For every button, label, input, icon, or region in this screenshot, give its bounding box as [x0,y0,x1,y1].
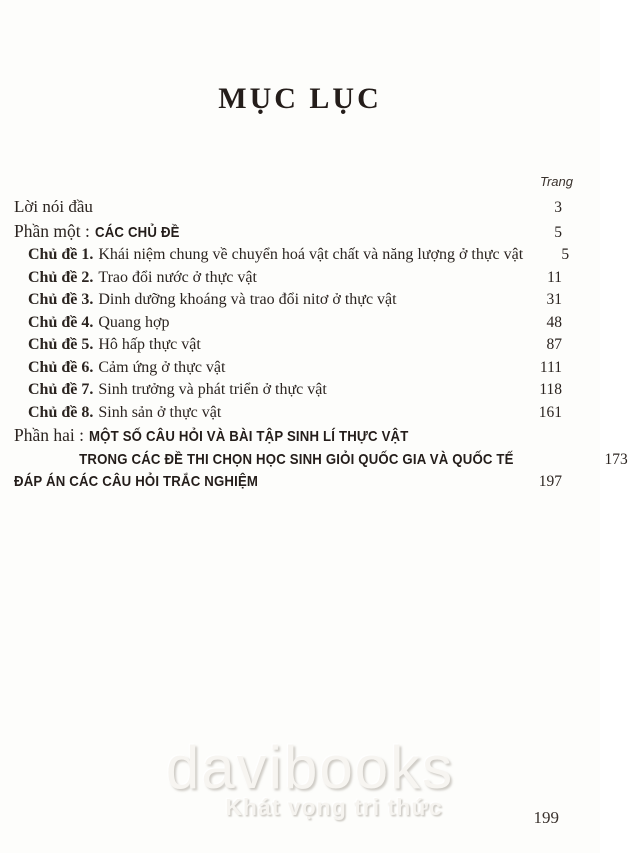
toc-entry-prefix: Chủ đề 7. [28,381,94,398]
toc-entry-label: Sinh trưởng và phát triển ở thực vật [98,381,327,398]
toc-entry-label: Lời nói đầu [14,197,93,216]
toc-entry [14,334,562,357]
toc-entry-label: Trao đổi nước ở thực vật [98,268,257,286]
toc-entry [14,424,628,471]
toc-entry [14,402,562,425]
watermark-slogan-text: Khát vọng tri thức [225,794,443,820]
toc-entry [14,196,562,220]
toc-entry-page-number: 197 [538,473,562,490]
toc-entry-label: Cảm ứng ở thực vật [98,358,226,376]
toc-entry-text [14,471,516,494]
toc-entry-page-number: 3 [554,199,562,216]
toc-entry [14,312,562,335]
toc-entry-page-number: 5 [554,223,562,241]
toc-entry-prefix: Chủ đề 5. [28,336,94,353]
toc-entry [14,244,570,267]
toc-entry-text [14,424,582,471]
toc-entry-page-number: 118 [539,381,562,398]
toc-entry [14,471,562,494]
page-title: MỤC LỤC [218,82,382,115]
toc-entry-text [28,402,516,425]
toc-entry-text [28,289,516,312]
toc-entry-label: Sinh sản ở thực vật [98,403,222,421]
watermark-brand-text: davibooks [165,734,455,801]
column-header-trang: Trang [540,174,573,189]
toc-entry-text [28,312,516,335]
toc-entry-page-number: 173 [604,450,628,468]
toc-entry-page-number: 5 [561,246,570,263]
toc-entry [14,267,562,290]
toc-entry-page-number: 161 [538,403,562,421]
toc-entry-label: Dinh dưỡng khoáng và trao đổi nitơ ở thực vật [98,291,397,308]
toc-entry-text [28,379,516,402]
folio-page-number: 199 [533,808,559,827]
watermark [140,734,480,821]
toc-entry [14,379,562,402]
toc-entry-page-number: 48 [546,313,562,331]
toc-entry-label: CÁC CHỦ ĐỀ [94,223,180,241]
toc-entry-prefix: Phần hai : [14,425,84,445]
toc-entry-label: Khái niệm chung về chuyển hoá vật chất và năng lượng ở thực vật [98,246,524,263]
toc-entry-prefix: Chủ đề 3. [28,291,94,308]
toc-entry-prefix: Chủ đề 4. [28,313,94,331]
toc-entry-prefix: Phần một : [14,220,90,241]
toc-entry [14,357,562,380]
toc-entry-text [28,334,516,357]
toc-entry-prefix: Chủ đề 2. [28,268,94,286]
toc-entry-text [14,196,516,219]
toc-entry-prefix: Chủ đề 8. [28,403,94,421]
toc-list [0,196,628,494]
toc-entry-page-number: 87 [546,336,562,353]
toc-entry-label: Hô hấp thực vật [98,336,201,353]
toc-entry-prefix: Chủ đề 6. [28,358,94,376]
toc-entry-prefix: Chủ đề 1. [28,246,94,263]
toc-entry-label-line2: TRONG CÁC ĐỀ THI CHỌN HỌC SINH GIỎI QUỐC GIA VÀ QUỐC TẾ [79,450,514,468]
toc-entry-text [28,244,523,267]
toc-entry [14,220,562,245]
toc-entry [14,289,562,312]
toc-entry-page-number: 11 [547,268,562,286]
toc-entry-page-number: 31 [546,291,562,308]
toc-entry-text [28,357,516,380]
toc-entry-page-number: 111 [539,358,562,376]
toc-entry-label: MỘT SỐ CÂU HỎI VÀ BÀI TẬP SINH LÍ THỰC VẬT [89,428,409,445]
toc-entry-text [28,267,516,290]
toc-entry-label: ĐÁP ÁN CÁC CÂU HỎI TRẮC NGHIỆM [14,473,259,490]
toc-entry-text [14,220,516,245]
toc-entry-label: Quang hợp [98,313,170,331]
